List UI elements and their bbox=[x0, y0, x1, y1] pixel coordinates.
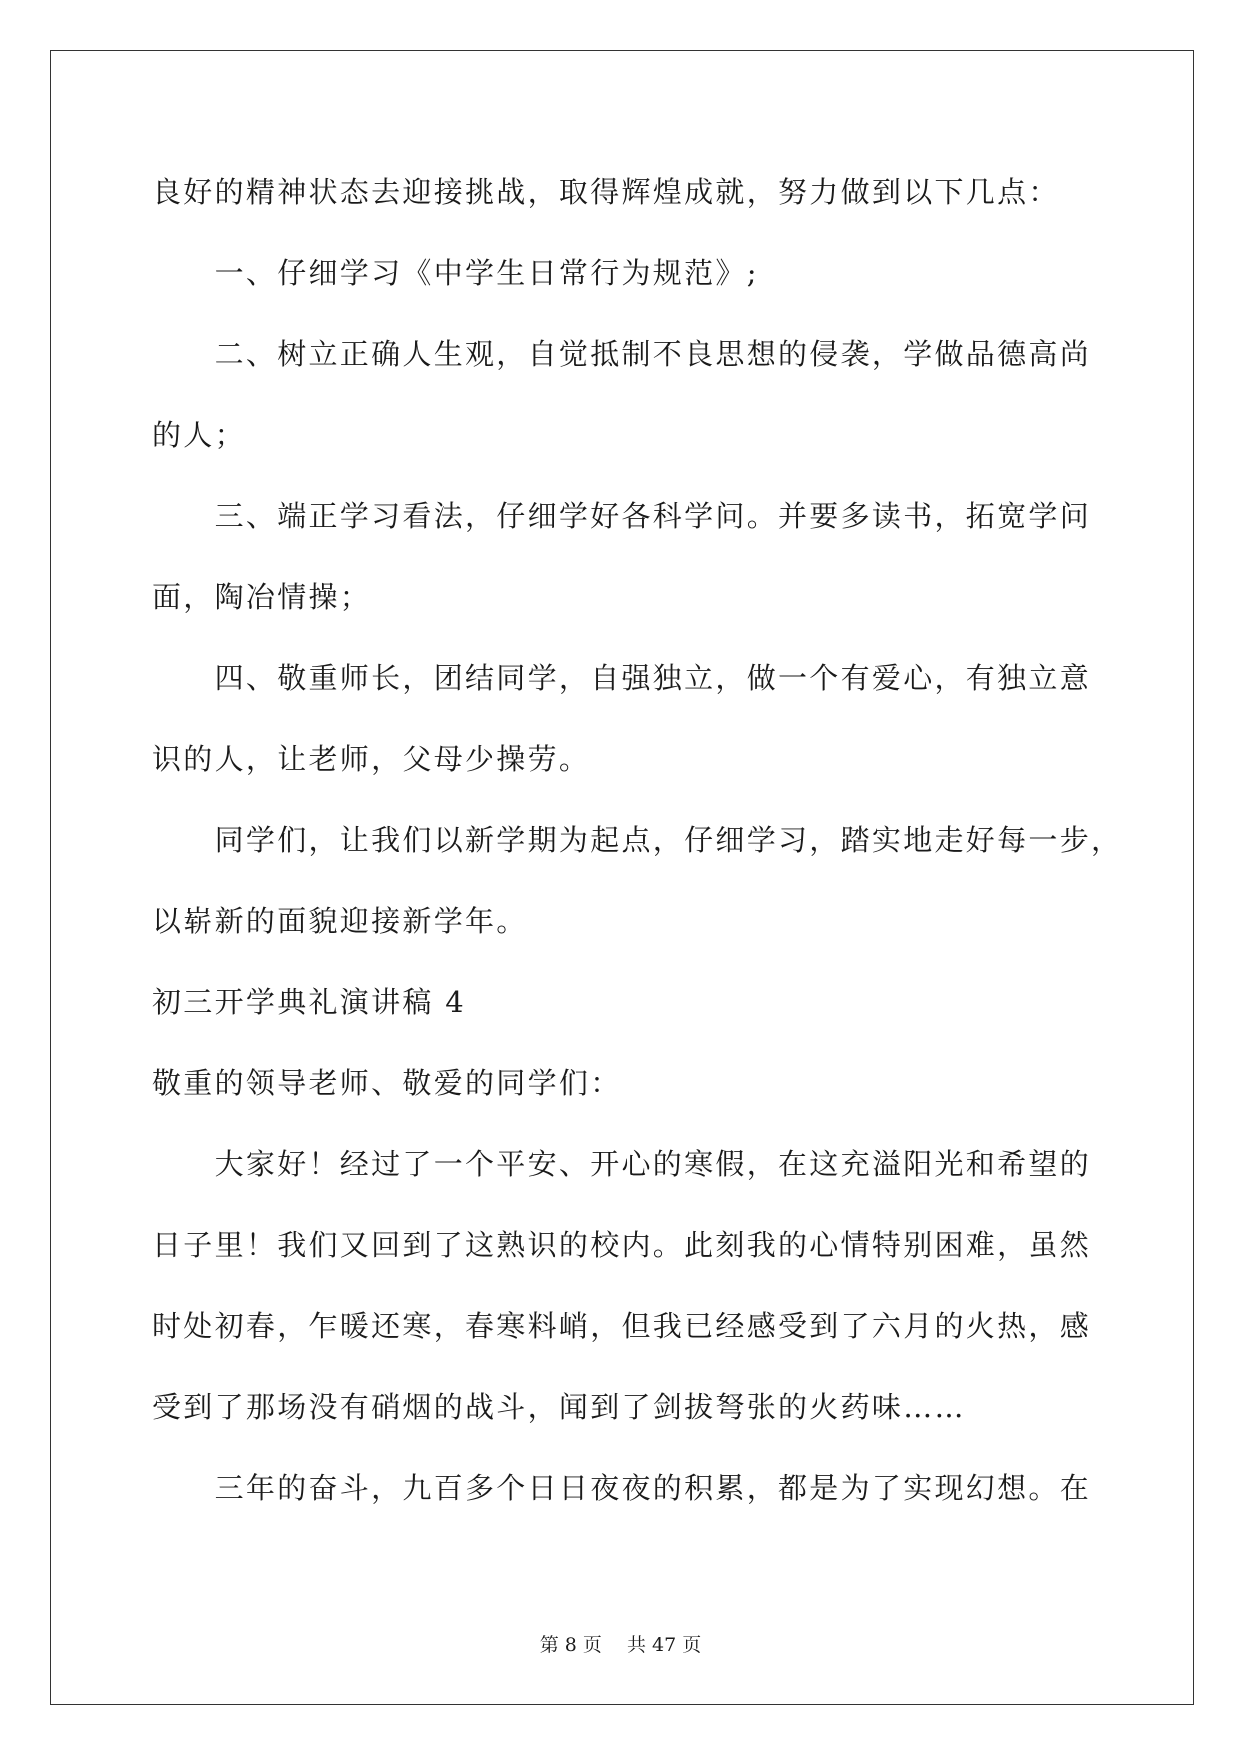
text-line: 同学们，让我们以新学期为起点，仔细学习，踏实地走好每一步， bbox=[152, 823, 1123, 857]
salutation: 敬重的领导老师、敬爱的同学们： bbox=[152, 1066, 622, 1100]
text-line: 良好的精神状态去迎接挑战，取得辉煌成就，努力做到以下几点： bbox=[152, 175, 1060, 209]
text-line: 三年的奋斗，九百多个日日夜夜的积累，都是为了实现幻想。在 bbox=[152, 1471, 1092, 1505]
text-line: 日子里！我们又回到了这熟识的校内。此刻我的心情特别困难，虽然 bbox=[152, 1228, 1092, 1262]
text-line: 受到了那场没有硝烟的战斗，闻到了剑拔弩张的火药味…… bbox=[152, 1390, 966, 1424]
text-line: 的人； bbox=[152, 418, 246, 452]
text-line: 识的人，让老师，父母少操劳。 bbox=[152, 742, 591, 776]
text-line: 以崭新的面貌迎接新学年。 bbox=[152, 904, 528, 938]
text-line: 一、仔细学习《中学生日常行为规范》; bbox=[152, 256, 759, 290]
text-line: 四、敬重师长，团结同学，自强独立，做一个有爱心，有独立意 bbox=[152, 661, 1092, 695]
text-line: 大家好！经过了一个平安、开心的寒假，在这充溢阳光和希望的 bbox=[152, 1147, 1092, 1181]
text-line: 时处初春，乍暖还寒，春寒料峭，但我已经感受到了六月的火热，感 bbox=[152, 1309, 1092, 1343]
page-number: 第 8 页 共 47 页 bbox=[539, 1634, 702, 1656]
text-line: 三、端正学习看法，仔细学好各科学问。并要多读书，拓宽学问 bbox=[152, 499, 1092, 533]
page-frame bbox=[50, 50, 1194, 1705]
text-line: 二、树立正确人生观，自觉抵制不良思想的侵袭，学做品德高尚 bbox=[152, 337, 1092, 371]
section-heading: 初三开学典礼演讲稿 4 bbox=[152, 985, 466, 1019]
text-line: 面，陶冶情操； bbox=[152, 580, 372, 614]
